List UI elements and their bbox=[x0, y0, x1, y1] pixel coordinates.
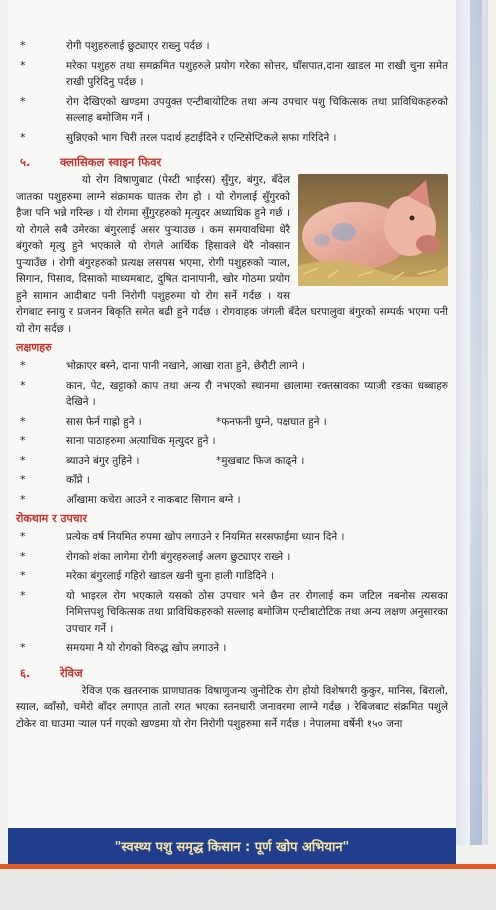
section-title: रेविज bbox=[60, 665, 83, 680]
bullet-star-icon: * bbox=[20, 492, 26, 506]
top-bullet-list bbox=[16, 38, 448, 146]
list-item: * प्रत्येक वर्ष नियमित रुपमा खोप लगाउने र नियमित सरसफाईमा ध्यान दिने । bbox=[16, 529, 448, 546]
footer-slogan: "स्वस्थ्य पशु समृद्ध किसान : पूर्ण खोप अभियान" bbox=[114, 840, 350, 855]
list-item: * साना पाठाहरुमा अत्याधिक मृत्युदर हुने । bbox=[16, 433, 448, 450]
list-item: * कान, पेट, खट्टाको काप तथा अन्य रौ नभएको स्थानमा छालामा रक्तस्रावका प्याजी रङका धब्बाहरु देखिने । bbox=[20, 378, 448, 408]
pig-photo bbox=[298, 174, 448, 286]
section-6-paragraph: रेविज एक खतरनाक प्राणघातक विषाणुजन्य जुनोटिक रोग होयो विशेषगरी कुकुर, मानिस, बिरालो, स्याल, ब्वाँसो, चमेरो बाँदर लगाएत तातो रगत भएका स्तनधारी जनावरमा लाग्ने गर्दछ । रेबिजबाट संक्रमित पशुले टोकेर वा घाउमा ऱ्याल पर्न गएको खण्डमा यो रोग निरोगी पशुहरुमा सर्ने गर्दछ । नेपालमा वर्षेनी १५० जना bbox=[16, 684, 448, 730]
prevention-list bbox=[16, 529, 448, 657]
list-item: * रोगी पशुहरुलाई छुट्याएर राख्नु पर्दछ । bbox=[16, 38, 448, 55]
bullet-star-icon: * bbox=[20, 130, 26, 144]
section-5-intro bbox=[16, 172, 448, 337]
bullet-star-icon: * bbox=[20, 94, 26, 108]
bullet-star-icon: * bbox=[20, 549, 26, 563]
section-5-paragraph: यो रोग विषाणुबाट (पेस्टी भाईरस) सुँगुर, बंगुर, बँदेल जातका पशुहरुमा लाग्ने संक्रामक घातक रोग हो । यो रोगलाई सुँगुरको हैजा पनि भन्ने गरिन्छ । यो रोगमा सुँगुरहरुको मृत्युदर अध्याधिक हुने गर्छ । यो रोगले सबै उमेरका बंगुरलाई असर पुऱ्याउछ । कम समयावधिमा धेरै बंगुरको मृत्यु हुने भएकाले यो रोगले आर्थिक हिसावले धेरै नोक्सान पुऱ्याउँछ । रोगी बंगुरहरुको प्रत्यक्ष लसपस भएमा, रोगी पशुहरुको ऱ्याल, सिगान, पिसाव, दिसाको माध्यमबाट, दुषित दानापानी, खोर गोठमा प्रयोग हुने सामान आदीबाट पनी निरोगी पशुहरुमा यो रोग सर्ने गर्दछ । यस रोगबाट स्नायु र प्रजनन बिकृति समेत बढी हुने गर्दछ । रोगवाहक जंगली बँदेल घरपालुवा बंगुरको सम्पर्क भएमा पनी यो रोग सर्दछ । bbox=[16, 174, 448, 335]
bullet-star-icon: * bbox=[20, 359, 26, 372]
list-item: * मरेका बंगुरलाई गहिरो खाडल खनी चुना हाली गाडिदिने । bbox=[16, 568, 448, 585]
symptoms-list bbox=[16, 358, 448, 508]
list-item: * भोक्राएर बस्ने, दाना पानी नखाने, आखा राता हुने, छेरौटी लाग्ने । bbox=[16, 358, 448, 375]
list-item: * ब्याउने बंगुर तुहिने । *मुखबाट फिज काढ्ने । bbox=[16, 453, 448, 470]
bullet-star-icon: * bbox=[20, 641, 26, 654]
list-item: * सास फेर्न गाह्रो हुने । *फनफनी घुम्ने, पक्षघात हुने । bbox=[16, 414, 448, 431]
bullet-star-icon: * bbox=[20, 39, 26, 52]
list-item: * रोगको शंका लागेमा रोगी बंगुरहरुलाई अलग छुट्याएर राख्ने । bbox=[16, 549, 448, 566]
list-item: * सुन्निएको भाग चिरी तरल पदार्थ हटाईदिने र एन्टिसेप्टिकले सफा गरिदिने । bbox=[16, 130, 448, 147]
section-5-heading bbox=[16, 153, 448, 171]
bottom-margin bbox=[0, 869, 496, 910]
footer-banner bbox=[8, 828, 456, 864]
list-item: * रोग देखिएको खण्डमा उपयुक्त एन्टीबायोटिक तथा अन्य उपचार पशु चिकित्सक तथा प्राविधिकहरुको सल्लाह बमोजिम गर्ने । bbox=[20, 94, 448, 124]
prevention-heading: रोकथाम र उपचार bbox=[16, 512, 88, 525]
page-edge-stripe bbox=[470, 0, 482, 845]
list-item: * काँप्ने । bbox=[16, 472, 448, 489]
document-content bbox=[16, 38, 448, 732]
bullet-star-icon: * bbox=[20, 434, 26, 447]
section-number: ५. bbox=[20, 155, 31, 169]
list-item: * समयमा नै यो रोगको विरुद्ध खोप लगाउने । bbox=[16, 640, 448, 657]
bullet-star-icon: * bbox=[20, 453, 26, 467]
section-title: क्लासिकल स्वाइन फिवर bbox=[60, 155, 162, 169]
list-item: * आँखामा कचेरा आउने र नाकबाट सिगान बग्ने । bbox=[16, 492, 448, 509]
bullet-star-icon: * bbox=[20, 473, 26, 486]
bullet-star-icon: * bbox=[20, 569, 26, 582]
section-number: ६. bbox=[20, 665, 31, 680]
pig-illustration bbox=[298, 174, 448, 286]
list-item: * मरेका पशुहरु तथा समक्रमित पशुहरुले प्रयोग गरेका सोत्तर, घाँसपात,दाना खाडल मा राखी चुना समेत राखी पुरिदिनु पर्दछ । bbox=[20, 58, 448, 88]
symptoms-heading: लक्षणहरु bbox=[16, 341, 52, 354]
bullet-star-icon: * bbox=[20, 378, 26, 392]
bullet-star-icon: * bbox=[20, 588, 26, 602]
list-item: * यो भाइरल रोग भएकाले यसको ठोस उपचार भने छैन तर रोगलाई कम जटिल नबनोस त्यसका निमित्तपशु चिकित्सक तथा प्राविधिकहरुको सल्लाह बमोजिम एन्टीबाटोटिक तथा अन्य लक्षण अनुसारका उपचार गर्ने । bbox=[20, 588, 448, 635]
bullet-star-icon: * bbox=[20, 414, 26, 428]
section-6-heading bbox=[16, 664, 448, 682]
bullet-star-icon: * bbox=[20, 530, 26, 543]
bullet-star-icon: * bbox=[20, 58, 26, 72]
